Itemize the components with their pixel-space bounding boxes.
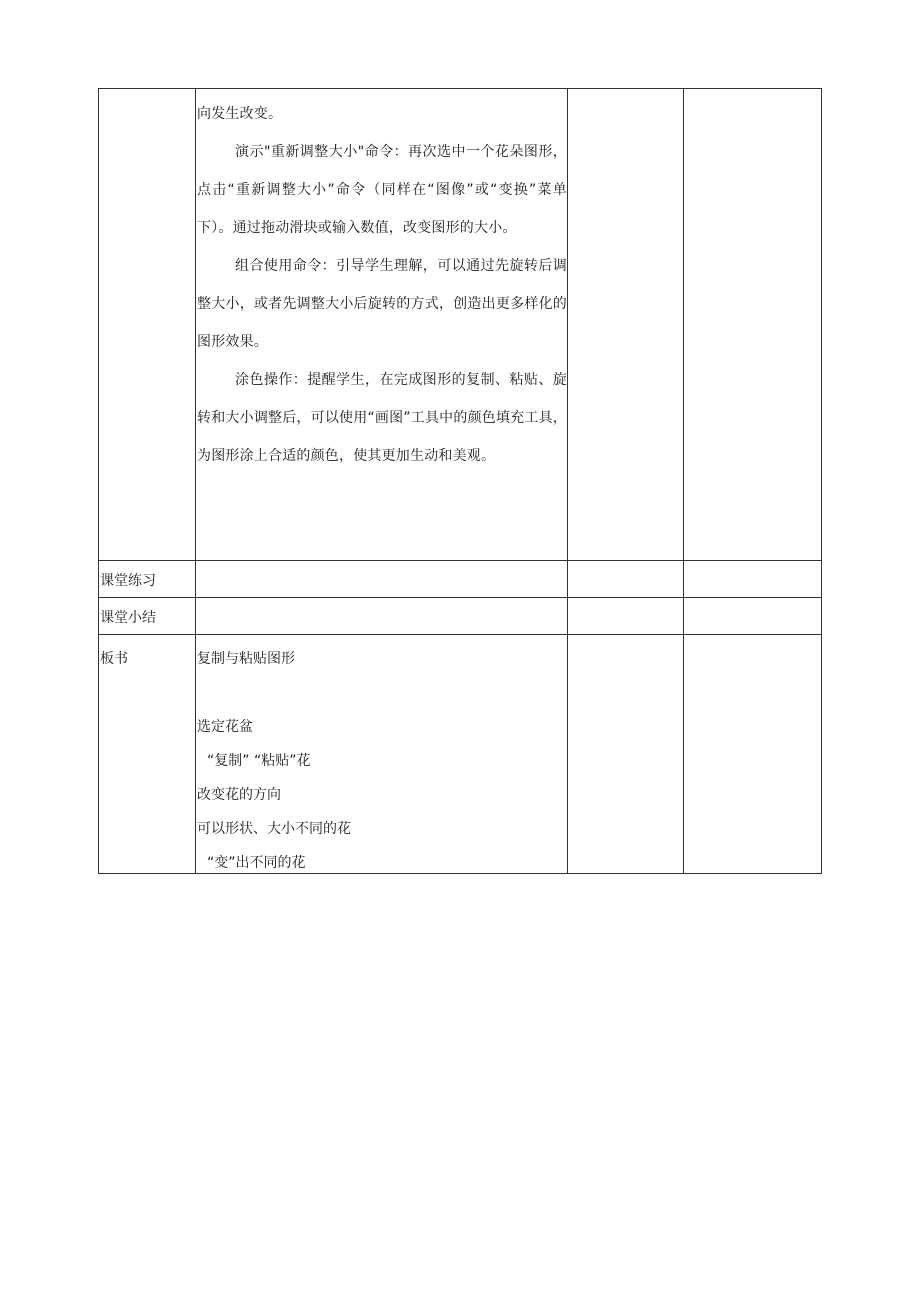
practice-label-cell [99, 561, 196, 598]
summary-label: 课堂小结 [100, 610, 156, 626]
board-line: “变”出不同的花 [207, 855, 306, 871]
board-label: 板书 [100, 651, 128, 667]
board-content [196, 635, 567, 873]
content-paragraph: 涂色操作：提醒学生，在完成图形的复制、粘贴、旋转和大小调整后，可以使用“画图”工具中的颜色填充工具，为图形涂上合适的颜色，使其更加生动和美观。 [197, 372, 567, 464]
board-line: 选定花盆 [197, 719, 253, 735]
practice-main-cell [196, 561, 568, 598]
content-label-cell [99, 89, 196, 561]
practice-label: 课堂练习 [100, 573, 156, 589]
table-row-summary [99, 598, 822, 635]
content-cell-a [568, 89, 684, 561]
summary-cell-b [684, 598, 822, 635]
lesson-plan-table [98, 88, 822, 874]
board-label-cell [99, 635, 196, 874]
board-cell-a [568, 635, 684, 874]
content-main-cell [196, 89, 568, 561]
content-paragraph: 组合使用命令：引导学生理解，可以通过先旋转后调整大小，或者先调整大小后旋转的方式，创造出更多样化的图形效果。 [197, 258, 567, 350]
board-cell-b [684, 635, 822, 874]
content-paragraph: 演示"重新调整大小"命令：再次选中一个花朵图形，点击“重新调整大小”命令（同样在“图像”或“变换”菜单下）。通过拖动滑块或输入数值，改变图形的大小。 [197, 144, 567, 236]
practice-cell-b [684, 561, 822, 598]
board-line: 可以形状、大小不同的花 [197, 821, 351, 837]
summary-label-cell [99, 598, 196, 635]
content-cell-b [684, 89, 822, 561]
table-row-practice [99, 561, 822, 598]
summary-cell-a [568, 598, 684, 635]
content-paragraph: 向发生改变。 [197, 106, 283, 122]
board-line: 改变花的方向 [197, 787, 281, 803]
table-row-board [99, 635, 822, 874]
board-line: “复制” “粘贴”花 [207, 753, 311, 769]
board-title: 复制与粘贴图形 [197, 651, 295, 667]
practice-cell-a [568, 561, 684, 598]
table-row-content [99, 89, 822, 561]
summary-main-cell [196, 598, 568, 635]
board-main-cell [196, 635, 568, 874]
